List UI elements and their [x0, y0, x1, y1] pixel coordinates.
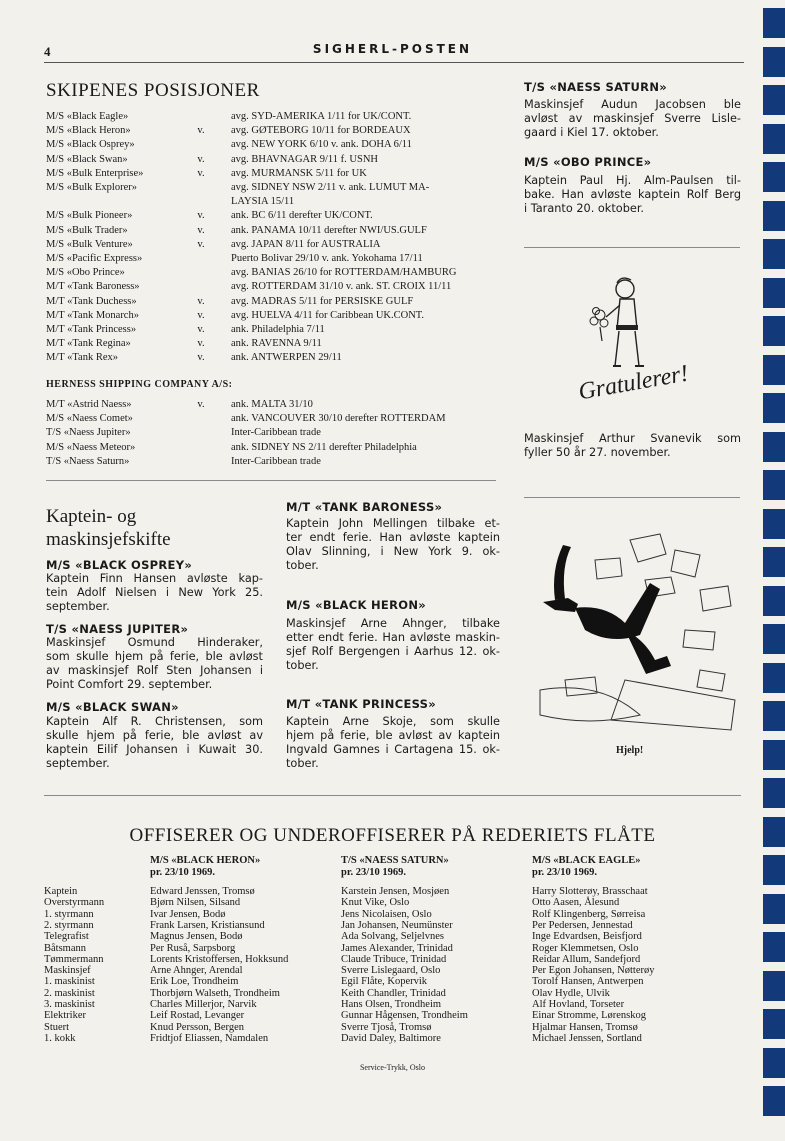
- right-rule-2: [524, 497, 740, 498]
- officer-name: Fridtjof Eliassen, Namdalen: [150, 1032, 269, 1044]
- paragraph-line: tober.: [286, 659, 319, 672]
- officer-name: Lorents Kristoffersen, Hokksund: [150, 953, 289, 965]
- vessel-name: M/S «Black Swan»: [46, 153, 128, 165]
- binding-tab: [763, 701, 785, 731]
- right-rule-1: [524, 247, 740, 248]
- paragraph-line: september.: [46, 600, 110, 613]
- vessel-position: avg. BHAVNAGAR 9/11 f. USNH: [231, 153, 379, 165]
- binding-tab: [763, 932, 785, 962]
- paragraph-line: tober.: [286, 559, 319, 572]
- officer-name: Karstein Jensen, Mosjøen: [341, 886, 450, 897]
- officer-column-date: pr. 23/10 1969.: [341, 867, 406, 878]
- paragraph-line: i Taranto 20. oktober.: [524, 202, 645, 215]
- binding-tab: [763, 663, 785, 693]
- paragraph-line: som skulle hjem på ferie, ble avløst: [46, 650, 263, 663]
- boy-illustration: [580, 275, 660, 380]
- help-illustration: [535, 530, 740, 735]
- officer-name: Per Pedersen, Jennestad: [532, 919, 633, 931]
- binding-tab: [763, 470, 785, 500]
- paragraph-tank-baroness: [286, 517, 500, 573]
- crew-change-title-line-2: maskinsjefskifte: [46, 529, 171, 550]
- vessel-name: M/T «Tank Princess»: [46, 324, 137, 335]
- officer-name: Otto Aasen, Ålesund: [532, 897, 620, 909]
- binding-tab: [763, 432, 785, 462]
- vessel-status: v.: [197, 210, 205, 222]
- officer-name: Thorbjørn Walseth, Trondheim: [150, 987, 280, 999]
- birthday-paragraph: [524, 432, 741, 460]
- officer-name: Erik Loe, Trondheim: [150, 976, 239, 988]
- officers-rule: [44, 795, 741, 796]
- vessel-name: M/S «Bulk Pioneer»: [46, 210, 133, 222]
- binding-tab: [763, 355, 785, 385]
- officers-title: OFFISERER OG UNDEROFFISERER PÅ REDERIETS FLÅTE: [129, 825, 656, 846]
- vessel-position: LAYSIA 15/11: [231, 196, 295, 208]
- vessel-name: M/S «Black Eagle»: [46, 111, 129, 122]
- officer-rank: 1. styrmann: [44, 908, 94, 920]
- binding-tab: [763, 586, 785, 616]
- officer-column-date: pr. 23/10 1969.: [150, 867, 215, 878]
- binding-tab: [763, 8, 785, 38]
- officer-rank: Elektriker: [44, 1010, 86, 1022]
- paragraph-line: Olav Slinning, i New York 9. ok-: [286, 545, 500, 558]
- vessel-status: v.: [197, 238, 205, 250]
- officer-name: Rolf Klingenberg, Sørreisa: [532, 908, 646, 920]
- paragraph-line: tober.: [286, 757, 319, 770]
- officer-name: Alf Hovland, Torseter: [532, 999, 625, 1010]
- paragraph-line: bake. Han avløste kaptein Rolf Berg: [524, 188, 741, 201]
- vessel-status: v.: [197, 399, 205, 410]
- officer-name: Knud Persson, Bergen: [150, 1021, 245, 1033]
- officer-name: Jens Nicolaisen, Oslo: [341, 908, 432, 920]
- officer-name: Frank Larsen, Kristiansund: [150, 919, 265, 931]
- heading-tank-princess: M/T «TANK PRINCESS»: [286, 697, 436, 711]
- paragraph-line: gaard i Kiel 17. oktober.: [524, 126, 659, 139]
- vessel-status: v.: [197, 324, 205, 335]
- officer-rank: 3. maskinist: [44, 999, 95, 1010]
- binding-tab: [763, 278, 785, 308]
- officer-name: Charles Millerjor, Narvik: [150, 999, 257, 1010]
- vessel-name: M/T «Tank Monarch»: [46, 309, 139, 321]
- paragraph-line: fyller 50 år 27. november.: [524, 446, 671, 459]
- vessel-position: ank. RAVENNA 9/11: [231, 338, 322, 350]
- officer-name: Sverre Lislegaard, Oslo: [341, 965, 441, 977]
- section-title-crew-change: [46, 505, 171, 551]
- vessel-position: avg. GØTEBORG 10/11 for BORDEAUX: [231, 125, 411, 137]
- vessel-name: M/S «Bulk Trader»: [46, 224, 128, 236]
- vessel-status: v.: [197, 167, 205, 179]
- paragraph-black-swan: [46, 715, 263, 771]
- vessel-position: Inter-Caribbean trade: [231, 427, 321, 439]
- officer-name: Jan Johansen, Neumünster: [341, 919, 453, 931]
- heading-black-swan: M/S «BLACK SWAN»: [46, 700, 179, 714]
- vessel-name: M/S «Bulk Explorer»: [46, 182, 137, 193]
- paragraph-line: kaptein Eilif Johansen i Kuwait 30.: [46, 743, 263, 756]
- binding-tab: [763, 239, 785, 269]
- vessel-status: v.: [197, 338, 205, 350]
- vessel-name: M/S «Black Heron»: [46, 125, 131, 137]
- heading-black-osprey: M/S «BLACK OSPREY»: [46, 558, 193, 572]
- vessel-position: ank. VANCOUVER 30/10 derefter ROTTERDAM: [231, 413, 446, 425]
- vessel-name: M/S «Black Osprey»: [46, 139, 135, 151]
- vessel-name: T/S «Naess Jupiter»: [46, 427, 131, 439]
- officer-name: Ada Solvang, Seljelvnes: [341, 931, 444, 943]
- officer-name: Inge Edvardsen, Beisfjord: [532, 931, 642, 943]
- binding-tab: [763, 624, 785, 654]
- officer-name: Keith Chandler, Trinidad: [341, 987, 446, 999]
- binding-tab: [763, 124, 785, 154]
- vessel-position: Puerto Bolivar 29/10 v. ank. Yokohama 17/11: [231, 253, 423, 264]
- vessel-position: ank. SIDNEY NS 2/11 derefter Philadelphia: [231, 441, 417, 453]
- officer-name: Einar Stromme, Lørenskog: [532, 1010, 647, 1022]
- officer-name: Harry Slotterøy, Brasschaat: [532, 886, 648, 897]
- page-number: 4: [44, 44, 51, 59]
- officer-rank: Kaptein: [44, 886, 78, 897]
- paragraph-line: Maskinsjef Osmund Hinderaker,: [46, 636, 263, 649]
- paragraph-line: Kaptein Alf R. Christensen, som: [46, 715, 263, 728]
- officer-name: David Daley, Baltimore: [341, 1032, 441, 1044]
- officer-column-ship: M/S «BLACK EAGLE»: [532, 855, 641, 866]
- vessel-status: v.: [197, 153, 205, 165]
- officer-column-date: pr. 23/10 1969.: [532, 867, 597, 878]
- officer-name: Gunnar Hågensen, Trondheim: [341, 1010, 468, 1022]
- vessel-status: v.: [197, 295, 205, 307]
- officer-rank: Båtsmann: [44, 942, 86, 954]
- officer-rank: 2. maskinist: [44, 987, 95, 999]
- congratulations-script: Gratulerer!: [576, 360, 691, 406]
- officer-name: Roger Klemmetsen, Oslo: [532, 942, 639, 954]
- vessel-position: ank. PANAMA 10/11 derefter NWI/US.GULF: [231, 224, 427, 236]
- paragraph-line: Maskinsjef Audun Jacobsen ble: [524, 98, 741, 111]
- vessel-position: ank. Philadelphia 7/11: [231, 324, 325, 335]
- vessel-position: ank. ANTWERPEN 29/11: [231, 352, 342, 364]
- vessel-position: avg. HUELVA 4/11 for Caribbean UK.CONT.: [231, 309, 425, 321]
- paragraph-line: hjem på ferie, ble avløst av kaptein: [286, 729, 500, 742]
- vessel-position: avg. JAPAN 8/11 for AUSTRALIA: [231, 238, 381, 250]
- vessel-position: avg. MADRAS 5/11 for PERSISKE GULF: [231, 295, 414, 307]
- vessel-position: avg. SIDNEY NSW 2/11 v. ank. LUMUT MA-: [231, 182, 430, 193]
- vessel-position: ank. BC 6/11 derefter UK/CONT.: [231, 210, 373, 222]
- vessel-name: M/T «Tank Baroness»: [46, 281, 140, 293]
- vessel-name: M/S «Pacific Express»: [46, 253, 143, 264]
- paragraph-line: Kaptein Finn Hansen avløste kap-: [46, 572, 263, 585]
- vessel-status: v.: [197, 309, 205, 321]
- vessel-name: T/S «Naess Saturn»: [46, 455, 130, 467]
- binding-tab: [763, 778, 785, 808]
- binding-tab: [763, 316, 785, 346]
- vessel-name: M/S «Bulk Venture»: [46, 238, 133, 250]
- officer-rank: Telegrafist: [44, 931, 89, 943]
- vessel-position: avg. ROTTERDAM 31/10 v. ank. ST. CROIX 11/11: [231, 281, 452, 293]
- paragraph-line: sjef Rolf Bergengen i Aarhus 12. ok-: [286, 645, 500, 658]
- paragraph-line: Kaptein Paul Hj. Alm-Paulsen til-: [524, 174, 741, 187]
- officer-name: Hjalmar Hansen, Tromsø: [532, 1021, 638, 1033]
- officer-name: Knut Vike, Oslo: [341, 897, 410, 909]
- paragraph-line: tein Adolf Nielsen i New York 25.: [46, 586, 263, 599]
- vessel-name: M/T «Tank Rex»: [46, 352, 118, 364]
- positions-title: SKIPENES POSISJONER: [46, 80, 260, 101]
- officer-name: Per Ruså, Sarpsborg: [150, 942, 236, 954]
- paragraph-line: avløst av maskinsjef Sverre Lisle-: [524, 112, 741, 125]
- officer-name: Hans Olsen, Trondheim: [341, 999, 442, 1010]
- binding-tab: [763, 740, 785, 770]
- officer-name: Michael Jenssen, Sortland: [532, 1032, 642, 1044]
- officer-name: James Alexander, Trinidad: [341, 942, 453, 954]
- officer-rank: Tømmermann: [44, 953, 104, 965]
- binding-tab: [763, 162, 785, 192]
- vessel-position: ank. MALTA 31/10: [231, 399, 313, 410]
- binding-tab: [763, 1086, 785, 1116]
- binding-tab: [763, 855, 785, 885]
- vessel-position: avg. MURMANSK 5/11 for UK: [231, 167, 367, 179]
- officer-rank: Maskinsjef: [44, 965, 91, 977]
- vessel-name: M/S «Bulk Enterprise»: [46, 167, 144, 179]
- vessel-status: v.: [197, 352, 205, 364]
- running-title: SIGHERL-POSTEN: [312, 42, 473, 56]
- heading-black-heron: M/S «BLACK HERON»: [286, 598, 426, 612]
- vessel-position: Inter-Caribbean trade: [231, 455, 321, 467]
- officer-column-ship: T/S «NAESS SATURN»: [341, 855, 449, 866]
- heading-naess-jupiter: T/S «NAESS JUPITER»: [46, 622, 189, 636]
- officer-rank: Stuert: [44, 1021, 70, 1033]
- paragraph-line: Maskinsjef Arthur Svanevik som: [524, 432, 741, 445]
- officer-rank: 1. maskinist: [44, 976, 95, 988]
- paragraph-black-heron: [286, 617, 500, 673]
- binding-tab: [763, 1009, 785, 1039]
- officer-name: Egil Flåte, Kopervik: [341, 976, 428, 988]
- officer-name: Olav Hydle, Ulvik: [532, 987, 610, 999]
- officer-name: Bjørn Nilsen, Silsand: [150, 897, 241, 909]
- heading-tank-baroness: M/T «TANK BARONESS»: [286, 500, 443, 514]
- paragraph-line: Kaptein Arne Skoje, som skulle: [286, 715, 500, 728]
- paragraph-naess-saturn: [524, 98, 741, 140]
- vessel-name: M/T «Astrid Naess»: [46, 399, 132, 410]
- paragraph-line: etter endt ferie. Han avløste maskin-: [286, 631, 500, 644]
- vessel-status: v.: [197, 125, 205, 137]
- herness-title: HERNESS SHIPPING COMPANY A/S:: [46, 379, 233, 390]
- binding-tab: [763, 894, 785, 924]
- paragraph-line: Ingvald Gamnes i Cartagena 15. ok-: [286, 743, 500, 756]
- paragraph-line: ter endt ferie. Han avløste kaptein: [286, 531, 500, 544]
- officer-name: Arne Ahnger, Arendal: [150, 965, 243, 977]
- officer-name: Per Egon Johansen, Nøtterøy: [532, 965, 655, 977]
- officer-rank: 2. styrmann: [44, 919, 94, 931]
- header-rule: [44, 62, 744, 63]
- paragraph-line: av maskinsjef Rolf Sten Johansen i: [46, 664, 263, 677]
- officer-name: Leif Rostad, Levanger: [150, 1010, 245, 1022]
- crew-change-title-line-1: Kaptein- og: [46, 506, 137, 527]
- officer-name: Ivar Jensen, Bodø: [150, 908, 226, 920]
- vessel-name: M/T «Tank Duchess»: [46, 295, 137, 307]
- officer-rank: Overstyrmann: [44, 897, 105, 909]
- paragraph-line: Kaptein John Mellingen tilbake et-: [286, 517, 500, 530]
- paragraph-line: september.: [46, 757, 110, 770]
- officer-name: Claude Tribuce, Trinidad: [341, 953, 447, 965]
- binding-tab: [763, 971, 785, 1001]
- binding-tab: [763, 393, 785, 423]
- officer-name: Magnus Jensen, Bodø: [150, 931, 243, 943]
- vessel-name: M/S «Naess Comet»: [46, 413, 133, 425]
- paragraph-black-osprey: [46, 572, 263, 614]
- paragraph-line: Maskinsjef Arne Ahnger, tilbake: [286, 617, 500, 630]
- vessel-name: M/S «Naess Meteor»: [46, 441, 136, 453]
- vessel-position: avg. BANIAS 26/10 for ROTTERDAM/HAMBURG: [231, 267, 457, 279]
- officer-name: Reidar Allum, Sandefjord: [532, 953, 641, 965]
- vessel-position: avg. SYD-AMERIKA 1/11 for UK/CONT.: [231, 111, 412, 122]
- heading-obo-prince: M/S «OBO PRINCE»: [524, 155, 652, 169]
- binding-tab: [763, 509, 785, 539]
- help-caption: Hjelp!: [616, 745, 644, 756]
- vessel-position: avg. NEW YORK 6/10 v. ank. DOHA 6/11: [231, 139, 412, 151]
- binding-tab: [763, 85, 785, 115]
- heading-naess-saturn: T/S «NAESS SATURN»: [524, 80, 667, 94]
- officer-name: Edward Jenssen, Tromsø: [150, 886, 255, 897]
- paragraph-obo-prince: [524, 174, 741, 216]
- officer-name: Sverre Tjoså, Tromsø: [341, 1021, 432, 1033]
- officer-rank: 1. kokk: [44, 1032, 76, 1044]
- officer-name: Torolf Hansen, Antwerpen: [532, 976, 644, 988]
- vessel-status: v.: [197, 224, 205, 236]
- paragraph-tank-princess: [286, 715, 500, 771]
- printer-credit: Service-Trykk, Oslo: [359, 1063, 426, 1072]
- binding-tab: [763, 201, 785, 231]
- binding-tab: [763, 547, 785, 577]
- paragraph-line: skulle hjem på ferie, ble avløst av: [46, 729, 263, 742]
- officer-column-ship: M/S «BLACK HERON»: [150, 855, 261, 866]
- positions-rule: [46, 480, 496, 481]
- paragraph-naess-jupiter: [46, 636, 263, 692]
- paragraph-line: Point Comfort 29. september.: [46, 678, 213, 691]
- vessel-name: M/T «Tank Regina»: [46, 338, 131, 350]
- vessel-name: M/S «Obo Prince»: [46, 267, 125, 279]
